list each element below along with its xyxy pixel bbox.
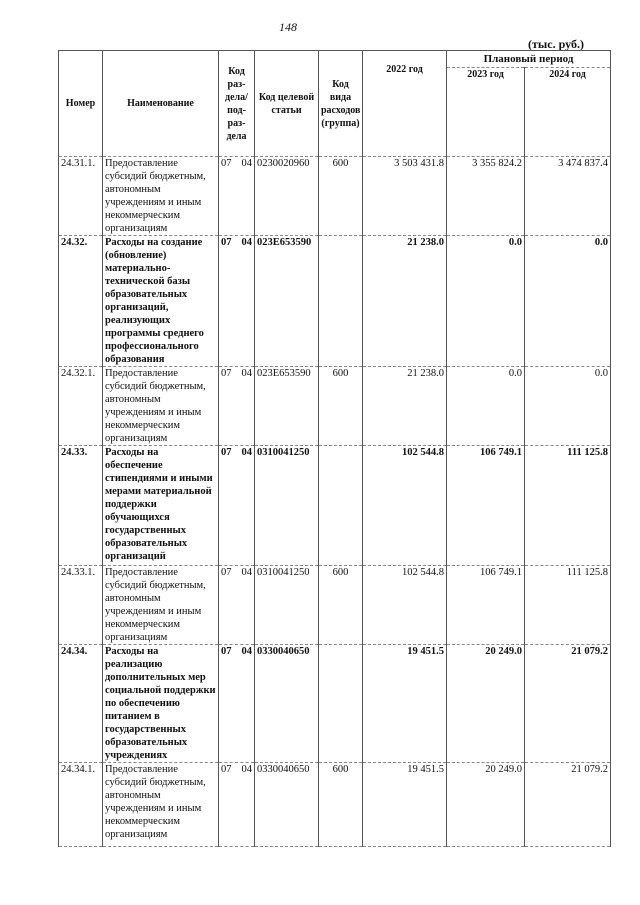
subsection-code: 04 xyxy=(241,764,252,775)
row-amount-2023: 106 749.1 xyxy=(447,566,525,645)
row-section xyxy=(219,446,255,566)
row-amount-2022: 21 238.0 xyxy=(363,367,447,446)
row-name: Предоставление субсидий бюджетным, автономным учреждениям и иным некоммерческим организациям xyxy=(103,157,219,236)
section-code: 07 xyxy=(221,237,232,248)
row-amount-2023: 20 249.0 xyxy=(447,763,525,847)
header-planned-period: Плановый период xyxy=(447,51,611,68)
header-expense-type: Код вида расходов (группа) xyxy=(319,51,363,157)
subsection-code: 04 xyxy=(241,237,252,248)
header-name: Наименование xyxy=(103,51,219,157)
table-row xyxy=(59,645,611,763)
subsection-code: 04 xyxy=(241,567,252,578)
header-number: Номер xyxy=(59,51,103,157)
row-amount-2022: 102 544.8 xyxy=(363,446,447,566)
section-code: 07 xyxy=(221,646,232,657)
header-target: Код целевой статьи xyxy=(255,51,319,157)
row-section xyxy=(219,645,255,763)
row-name: Расходы на создание (обновление) материально-технической базы образовательных организаций, реализующих программы среднего профессионального образования xyxy=(103,236,219,367)
row-number: 24.34. xyxy=(59,645,103,763)
row-section xyxy=(219,566,255,645)
row-section xyxy=(219,763,255,847)
header-2022: 2022 год xyxy=(363,51,447,157)
section-code: 07 xyxy=(221,447,232,458)
section-code: 07 xyxy=(221,368,232,379)
row-name: Предоставление субсидий бюджетным, автономным учреждениям и иным некоммерческим организациям xyxy=(103,367,219,446)
row-number: 24.32. xyxy=(59,236,103,367)
row-expense-type: 600 xyxy=(319,763,363,847)
row-expense-type: 600 xyxy=(319,566,363,645)
row-amount-2022: 3 503 431.8 xyxy=(363,157,447,236)
row-target-code: 023E653590 xyxy=(255,236,319,367)
row-number: 24.33.1. xyxy=(59,566,103,645)
row-amount-2023: 3 355 824.2 xyxy=(447,157,525,236)
section-code: 07 xyxy=(221,158,232,169)
row-amount-2024: 0.0 xyxy=(525,236,611,367)
row-expense-type: 600 xyxy=(319,367,363,446)
row-section xyxy=(219,157,255,236)
row-expense-type xyxy=(319,645,363,763)
row-expense-type: 600 xyxy=(319,157,363,236)
table-row xyxy=(59,367,611,446)
row-amount-2024: 111 125.8 xyxy=(525,446,611,566)
row-amount-2024: 0.0 xyxy=(525,367,611,446)
row-expense-type xyxy=(319,446,363,566)
row-section xyxy=(219,236,255,367)
units-label: (тыс. руб.) xyxy=(528,37,584,51)
row-number: 24.33. xyxy=(59,446,103,566)
row-name: Предоставление субсидий бюджетным, автономным учреждениям и иным некоммерческим организациям xyxy=(103,566,219,645)
subsection-code: 04 xyxy=(241,158,252,169)
row-name: Предоставление субсидий бюджетным, автономным учреждениям и иным некоммерческим организациям xyxy=(103,763,219,847)
table-row xyxy=(59,566,611,645)
row-amount-2022: 19 451.5 xyxy=(363,763,447,847)
header-2023: 2023 год xyxy=(447,68,525,157)
row-amount-2024: 21 079.2 xyxy=(525,645,611,763)
row-number: 24.34.1. xyxy=(59,763,103,847)
page-number: 148 xyxy=(279,20,297,34)
row-expense-type xyxy=(319,236,363,367)
row-amount-2024: 3 474 837.4 xyxy=(525,157,611,236)
header-section: Код раз-дела/ под-раз-дела xyxy=(219,51,255,157)
header-2024: 2024 год xyxy=(525,68,611,157)
table-row xyxy=(59,157,611,236)
row-name: Расходы на реализацию дополнительных мер социальной поддержки по обеспечению питанием в государственных образовательных учреждениях xyxy=(103,645,219,763)
row-amount-2022: 19 451.5 xyxy=(363,645,447,763)
row-number: 24.31.1. xyxy=(59,157,103,236)
row-amount-2024: 111 125.8 xyxy=(525,566,611,645)
row-amount-2022: 102 544.8 xyxy=(363,566,447,645)
row-name: Расходы на обеспечение стипендиями и иными мерами материальной поддержки обучающихся государственных образовательных организаций xyxy=(103,446,219,566)
row-amount-2023: 106 749.1 xyxy=(447,446,525,566)
table-row xyxy=(59,236,611,367)
row-target-code: 023E653590 xyxy=(255,367,319,446)
row-target-code: 0230020960 xyxy=(255,157,319,236)
subsection-code: 04 xyxy=(241,646,252,657)
row-amount-2023: 0.0 xyxy=(447,367,525,446)
row-amount-2023: 20 249.0 xyxy=(447,645,525,763)
table-row xyxy=(59,446,611,566)
row-target-code: 0310041250 xyxy=(255,446,319,566)
subsection-code: 04 xyxy=(241,447,252,458)
row-amount-2024: 21 079.2 xyxy=(525,763,611,847)
row-target-code: 0330040650 xyxy=(255,645,319,763)
subsection-code: 04 xyxy=(241,368,252,379)
row-amount-2022: 21 238.0 xyxy=(363,236,447,367)
row-target-code: 0330040650 xyxy=(255,763,319,847)
row-amount-2023: 0.0 xyxy=(447,236,525,367)
table-row xyxy=(59,763,611,847)
section-code: 07 xyxy=(221,764,232,775)
row-section xyxy=(219,367,255,446)
section-code: 07 xyxy=(221,567,232,578)
row-number: 24.32.1. xyxy=(59,367,103,446)
row-target-code: 0310041250 xyxy=(255,566,319,645)
budget-table xyxy=(58,50,611,847)
